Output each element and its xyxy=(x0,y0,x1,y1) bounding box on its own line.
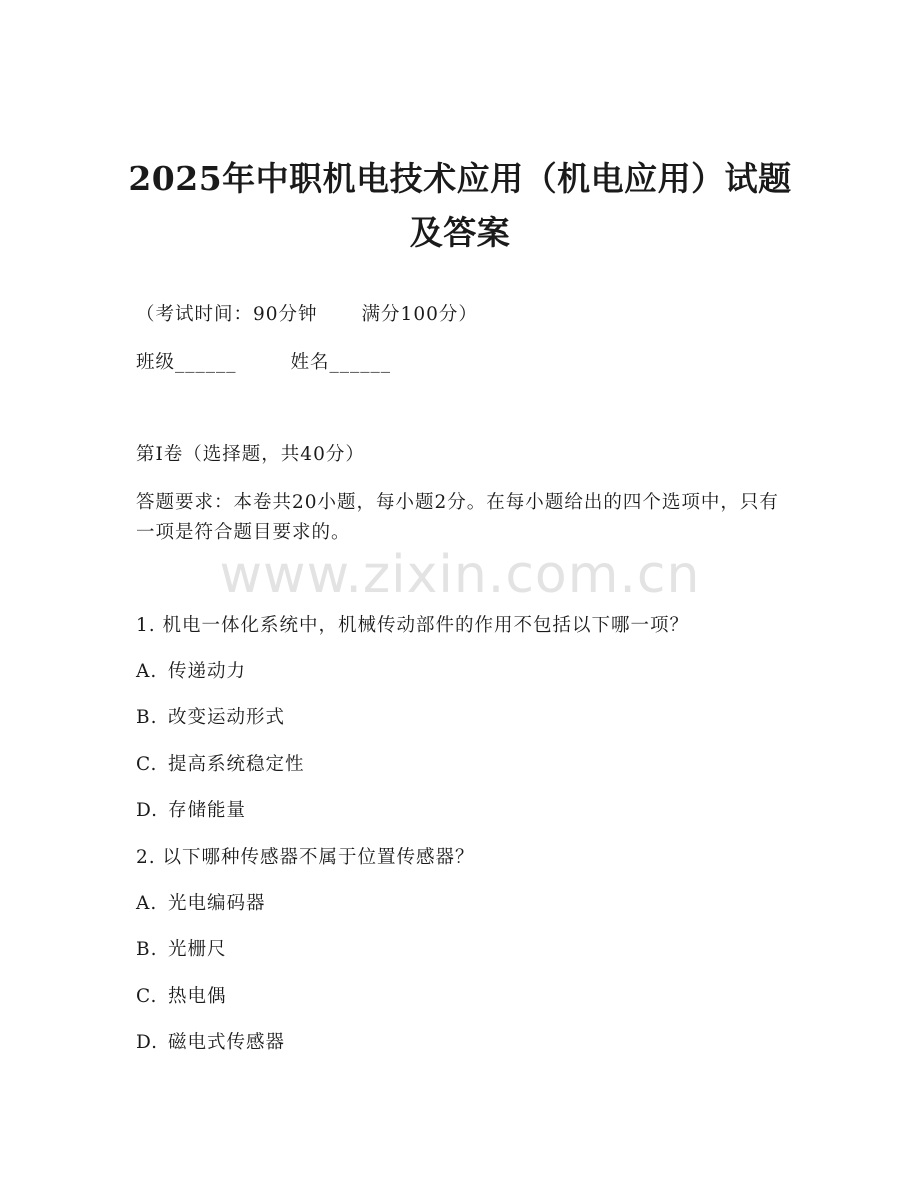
option-letter: C. xyxy=(136,754,158,775)
student-fields xyxy=(136,348,391,374)
option-letter: A. xyxy=(136,661,158,682)
section-title: 第I卷（选择题，共40分） xyxy=(136,444,365,465)
question-2-option-b xyxy=(136,935,227,961)
question-1-option-b xyxy=(136,703,285,729)
name-field: 姓名______ xyxy=(290,352,392,373)
exam-time: （考试时间：90分钟 xyxy=(136,304,318,325)
answer-requirements: 答题要求：本卷共20小题，每小题2分。在每小题给出的四个选项中，只有一项是符合题目要求的。 xyxy=(136,492,779,543)
question-1-option-a xyxy=(136,657,246,683)
option-letter: A. xyxy=(136,893,158,914)
option-letter: D. xyxy=(136,1032,159,1053)
option-text: 磁电式传感器 xyxy=(168,1032,286,1053)
option-text: 存储能量 xyxy=(168,800,247,821)
option-text: 提高系统稳定性 xyxy=(168,754,305,775)
question-1-stem: 1. 机电一体化系统中，机械传动部件的作用不包括以下哪一项？ xyxy=(136,615,690,636)
question-1-option-c xyxy=(136,750,305,776)
title-line-1: 2025年中职机电技术应用（机电应用）试题 xyxy=(128,159,792,198)
option-letter: D. xyxy=(136,800,159,821)
option-text: 热电偶 xyxy=(168,986,227,1007)
class-field: 班级______ xyxy=(136,352,237,373)
option-text: 光电编码器 xyxy=(168,893,266,914)
watermark: www.zixin.com.cn xyxy=(219,545,701,605)
question-2-option-c xyxy=(136,982,227,1008)
question-2-option-d xyxy=(136,1028,285,1054)
option-text: 传递动力 xyxy=(168,661,247,682)
document-title xyxy=(120,152,800,260)
title-line-2: 及答案 xyxy=(409,213,511,252)
option-letter: B. xyxy=(136,939,158,960)
question-1-option-d xyxy=(136,796,246,822)
option-text: 光栅尺 xyxy=(168,939,227,960)
full-score: 满分100分） xyxy=(361,304,478,325)
option-letter: B. xyxy=(136,707,158,728)
option-letter: C. xyxy=(136,986,158,1007)
exam-info xyxy=(136,300,478,326)
question-2-option-a xyxy=(136,889,266,915)
question-2-stem: 2. 以下哪种传感器不属于位置传感器？ xyxy=(136,847,475,868)
option-text: 改变运动形式 xyxy=(168,707,286,728)
